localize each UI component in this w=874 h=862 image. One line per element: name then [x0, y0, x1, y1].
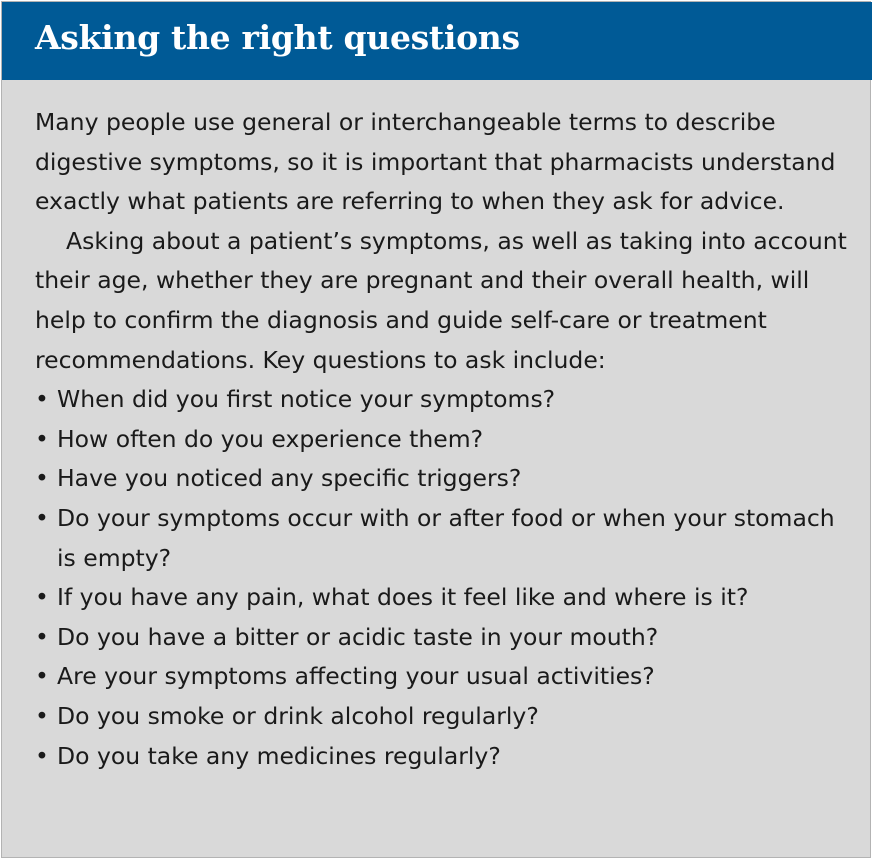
box-content	[35, 103, 850, 776]
question-text: Do you smoke or drink alcohol regularly?	[57, 701, 539, 730]
box-title: Asking the right questions	[35, 18, 520, 57]
info-box	[1, 1, 871, 858]
question-text: Do you take any medicines regularly?	[57, 741, 501, 770]
bullet-icon: •	[35, 662, 49, 691]
bullet-icon: •	[35, 741, 49, 770]
question-text: Have you noticed any specific triggers?	[57, 464, 522, 493]
list-item	[35, 420, 850, 460]
questions-list	[35, 380, 850, 776]
list-item	[35, 459, 850, 499]
list-item	[35, 657, 850, 697]
bullet-icon: •	[35, 424, 49, 453]
question-text: Do your symptoms occur with or after food or when your stomach is empty?	[57, 503, 835, 572]
question-text: How often do you experience them?	[57, 424, 484, 453]
questions-intro-paragraph: Asking about a patient’s symptoms, as well as taking into account their age, whether they are pregnant and their overall health, will help to confirm the diagnosis and guide self-care or treatment recommendations. Key questions to ask include:	[35, 226, 847, 374]
list-item	[35, 618, 850, 658]
question-text: If you have any pain, what does it feel like and where is it?	[57, 583, 749, 612]
list-item	[35, 578, 850, 618]
bullet-icon: •	[35, 385, 49, 414]
bullet-icon: •	[35, 464, 49, 493]
question-text: When did you first notice your symptoms?	[57, 385, 556, 414]
question-text: Do you have a bitter or acidic taste in your mouth?	[57, 622, 659, 651]
list-item	[35, 380, 850, 420]
question-text: Are your symptoms affecting your usual activities?	[57, 662, 655, 691]
intro-paragraph: Many people use general or interchangeable terms to describe digestive symptoms, so it is important that pharmacists understand exactly what patients are referring to when they ask for advice.	[35, 108, 836, 216]
bullet-icon: •	[35, 701, 49, 730]
bullet-icon: •	[35, 583, 49, 612]
list-item	[35, 737, 850, 777]
box-header	[2, 2, 872, 80]
list-item	[35, 499, 850, 578]
list-item	[35, 697, 850, 737]
bullet-icon: •	[35, 503, 49, 532]
bullet-icon: •	[35, 622, 49, 651]
